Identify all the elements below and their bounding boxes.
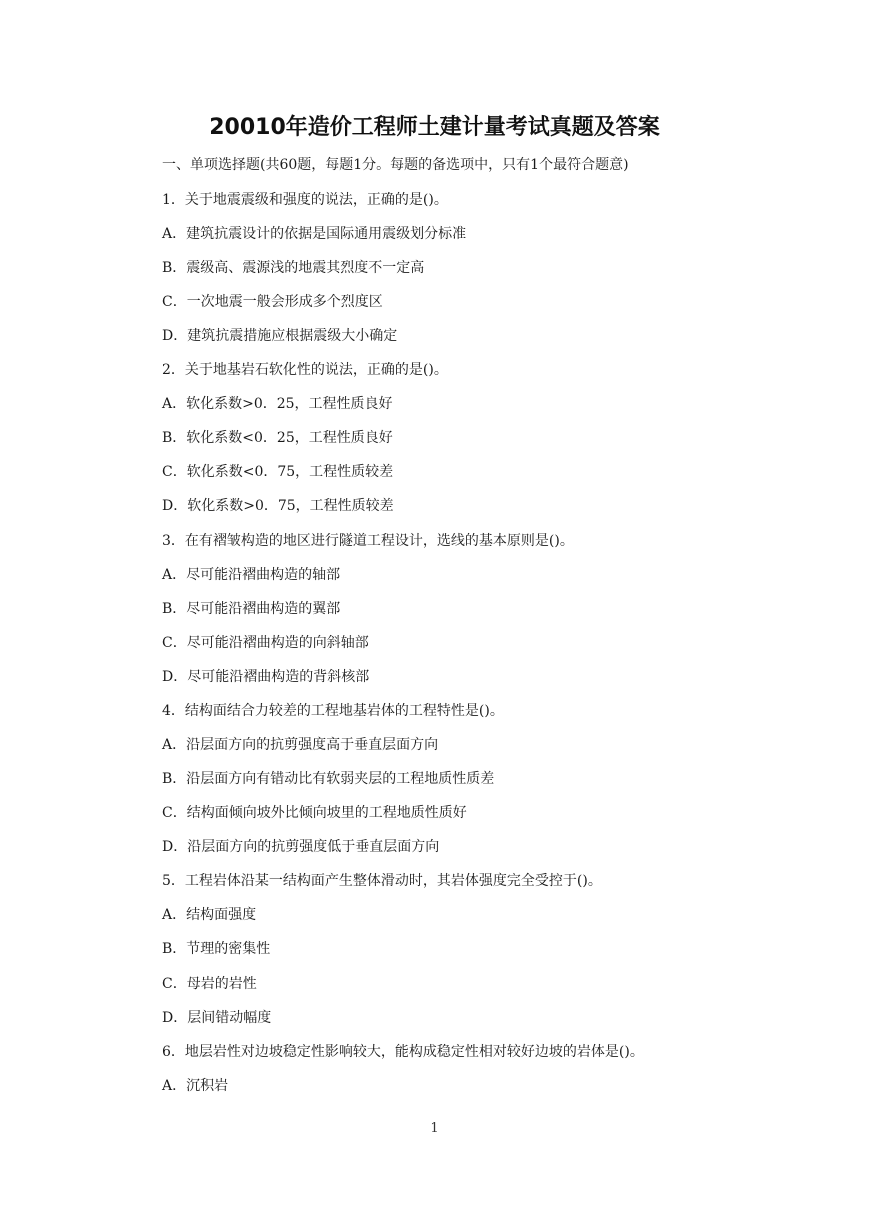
- question-2: 2．关于地基岩石软化性的说法，正确的是()。: [162, 362, 448, 378]
- question-1-option-b: B．震级高、震源浅的地震其烈度不一定高: [162, 260, 425, 276]
- question-2-option-b: B．软化系数<0．25，工程性质良好: [162, 430, 393, 446]
- question-1-option-d: D．建筑抗震措施应根据震级大小确定: [162, 328, 398, 344]
- question-1-option-a: A．建筑抗震设计的依据是国际通用震级划分标准: [162, 226, 467, 242]
- question-1-option-c: C．一次地震一般会形成多个烈度区: [162, 294, 383, 310]
- document-title: 20010年造价工程师土建计量考试真题及答案: [209, 115, 660, 140]
- question-3-option-d: D．尽可能沿褶曲构造的背斜核部: [162, 669, 370, 685]
- question-3-option-a: A．尽可能沿褶曲构造的轴部: [162, 567, 341, 583]
- question-1: 1．关于地震震级和强度的说法，正确的是()。: [162, 192, 448, 208]
- question-6-option-a: A．沉积岩: [162, 1078, 229, 1094]
- question-4-option-a: A．沿层面方向的抗剪强度高于垂直层面方向: [162, 737, 439, 753]
- question-5: 5．工程岩体沿某一结构面产生整体滑动时，其岩体强度完全受控于()。: [162, 873, 602, 889]
- question-4-option-b: B．沿层面方向有错动比有软弱夹层的工程地质性质差: [162, 771, 495, 787]
- question-6: 6．地层岩性对边坡稳定性影响较大，能构成稳定性相对较好边坡的岩体是()。: [162, 1044, 644, 1060]
- question-4: 4．结构面结合力较差的工程地基岩体的工程特性是()。: [162, 703, 504, 719]
- question-2-option-d: D．软化系数>0．75，工程性质较差: [162, 498, 394, 514]
- question-2-option-a: A．软化系数>0．25，工程性质良好: [162, 396, 393, 412]
- question-5-option-c: C．母岩的岩性: [162, 976, 257, 992]
- question-5-option-b: B．节理的密集性: [162, 941, 271, 957]
- section-heading: 一、单项选择题(共60题，每题1分。每题的备选项中，只有1个最符合题意): [162, 157, 629, 173]
- page-number: 1: [430, 1121, 439, 1136]
- question-4-option-d: D．沿层面方向的抗剪强度低于垂直层面方向: [162, 839, 440, 855]
- question-2-option-c: C．软化系数<0．75，工程性质较差: [162, 464, 394, 480]
- question-4-option-c: C．结构面倾向坡外比倾向坡里的工程地质性质好: [162, 805, 467, 821]
- question-3-option-c: C．尽可能沿褶曲构造的向斜轴部: [162, 635, 369, 651]
- question-3-option-b: B．尽可能沿褶曲构造的翼部: [162, 601, 341, 617]
- question-5-option-d: D．层间错动幅度: [162, 1010, 272, 1026]
- question-3: 3．在有褶皱构造的地区进行隧道工程设计，选线的基本原则是()。: [162, 533, 574, 549]
- question-5-option-a: A．结构面强度: [162, 907, 257, 923]
